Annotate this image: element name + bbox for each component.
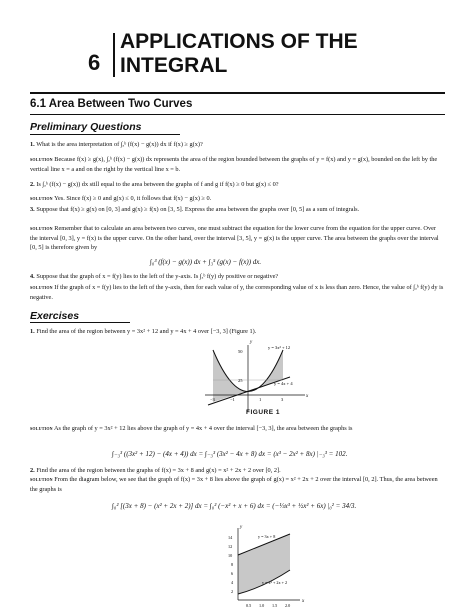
solution-1: solution Because f(x) ≥ g(x), ∫ₐᵇ (f(x) − g(x)) dx represents the area of the region bounded between the graphs of y = f(x) and y = g(x), bounded on the left by the vertical line x = a and on the right by the vertical line x = b.	[30, 156, 438, 174]
equation-ex2: ∫₀² [(3x + 8) − (x² + 2x + 2)] dx = ∫₀² (−x² + x + 6) dx = (−⅓x³ + ½x² + 6x) |₀² = 34/3.	[112, 502, 357, 510]
solution-2: solution Yes. Since f(x) ≥ 0 and g(x) ≤ 0, it follows that f(x) − g(x) ≥ 0.	[30, 195, 212, 202]
fig2-ytick-14: 14	[228, 535, 233, 540]
question-3: 3. Suppose that f(x) ≥ g(x) on [0, 3] and g(x) ≥ f(x) on [3, 5]. Express the area between the graphs over [0, 5] as a sum of integrals.	[30, 206, 360, 213]
exercises-heading: Exercises	[30, 310, 80, 322]
figure-1-graph	[200, 337, 315, 417]
fig2-y-label: y	[240, 525, 243, 530]
exercise-2: 2. Find the area of the region between the graphs of f(x) = 3x + 8 and g(x) = x² + 2x + 2 over [0, 2].	[30, 467, 281, 474]
figure-1-caption: FIGURE 1	[246, 409, 280, 416]
prelim-rule	[30, 134, 180, 135]
solution-3: solution Remember that to calculate an area between two curves, one must subtract the equation for the lower curve from the equation for the upper curve. Over the interval [0, 3], y = f(x) is the upper curve. On the other hand, over the interval [3, 5], y = g(x) is the upper curve. The area between the graphs over the interval [0, 5] is therefore given by	[30, 225, 439, 252]
fig1-xtick-1: 1	[259, 397, 262, 402]
fig1-curve1-label: y = 3x² + 12	[268, 345, 291, 350]
chapter-number: 6	[88, 50, 101, 75]
section-rule-bottom	[30, 114, 445, 115]
exercises-rule	[30, 322, 130, 323]
fig1-x-label: x	[306, 394, 309, 399]
fig1-curve2-label: y = 4x + 4	[274, 381, 293, 386]
fig2-x-label: x	[302, 599, 305, 604]
exercise-2-solution: solution From the diagram below, we see that the graph of f(x) = 3x + 8 lies above the graph of g(x) = x² + 2x + 2 over the interval [0, 2]. Thus, the area between the graphs is	[30, 476, 438, 494]
question-4: 4. Suppose that the graph of x = f(y) lies to the left of the y-axis. Is ∫ₐᵇ f(y) dy positive or negative?	[30, 273, 279, 280]
chapter-title-line2: INTEGRAL	[120, 54, 228, 77]
fig2-ytick-6: 6	[231, 571, 234, 576]
fig1-xtick-3: 3	[281, 397, 284, 402]
prelim-heading: Preliminary Questions	[30, 121, 142, 133]
fig2-xtick-1-5: 1.5	[272, 603, 278, 608]
section-rule-top	[30, 92, 445, 94]
chapter-divider	[113, 33, 115, 77]
fig2-curve1-label: y = 3x + 8	[258, 534, 276, 539]
fig2-xtick-2-0: 2.0	[285, 603, 291, 608]
fig2-xtick-1-0: 1.0	[259, 603, 265, 608]
fig1-ytick-25: 25	[238, 378, 243, 383]
equation-ex1: ∫₋₃³ ((3x² + 12) − (4x + 4)) dx = ∫₋₃³ (3x² − 4x + 8) dx = (x³ − 2x² + 8x) |₋₃³ = 102.	[112, 450, 348, 458]
fig1-y-label: y	[250, 340, 253, 345]
fig2-xtick-0-5: 0.5	[246, 603, 252, 608]
chapter-title-line1: APPLICATIONS OF THE	[120, 30, 358, 53]
solution-4: solution If the graph of x = f(y) lies to the left of the y-axis, then for each value of y, the corresponding value of x is less than zero. Hence, the value of ∫ₐᵇ f(y) dy is negative.	[30, 284, 444, 302]
section-title: 6.1 Area Between Two Curves	[30, 98, 193, 110]
fig1-xtick-neg1: −1	[230, 397, 235, 402]
fig2-ytick-8: 8	[231, 562, 234, 567]
fig1-xtick-neg3: −3	[210, 397, 215, 402]
equation-3: ∫₀³ (f(x) − g(x)) dx + ∫₃⁵ (g(x) − f(x)) dx.	[150, 258, 262, 266]
fig1-ytick-50: 50	[238, 349, 243, 354]
fig2-curve2-label: y = x² + 2x + 2	[262, 580, 288, 585]
exercise-1: 1. Find the area of the region between y = 3x² + 12 and y = 4x + 4 over [−3, 3] (Figure 1).	[30, 328, 257, 335]
chapter-title	[120, 30, 358, 78]
figure-2-graph	[222, 524, 322, 610]
question-2: 2. Is ∫ₐᵇ (f(x) − g(x)) dx still equal to the area between the graphs of f and g if f(x) ≥ 0 but g(x) ≤ 0?	[30, 181, 279, 188]
fig2-ytick-10: 10	[228, 553, 233, 558]
fig2-ytick-2: 2	[231, 589, 234, 594]
fig2-ytick-4: 4	[231, 580, 234, 585]
exercise-1-solution: solution As the graph of y = 3x² + 12 lies above the graph of y = 4x + 4 over the interval [−3, 3], the area between the graphs is	[30, 425, 353, 432]
fig2-ytick-12: 12	[228, 544, 233, 549]
question-1: 1. What is the area interpretation of ∫ₐᵇ (f(x) − g(x)) dx if f(x) ≥ g(x)?	[30, 141, 203, 148]
